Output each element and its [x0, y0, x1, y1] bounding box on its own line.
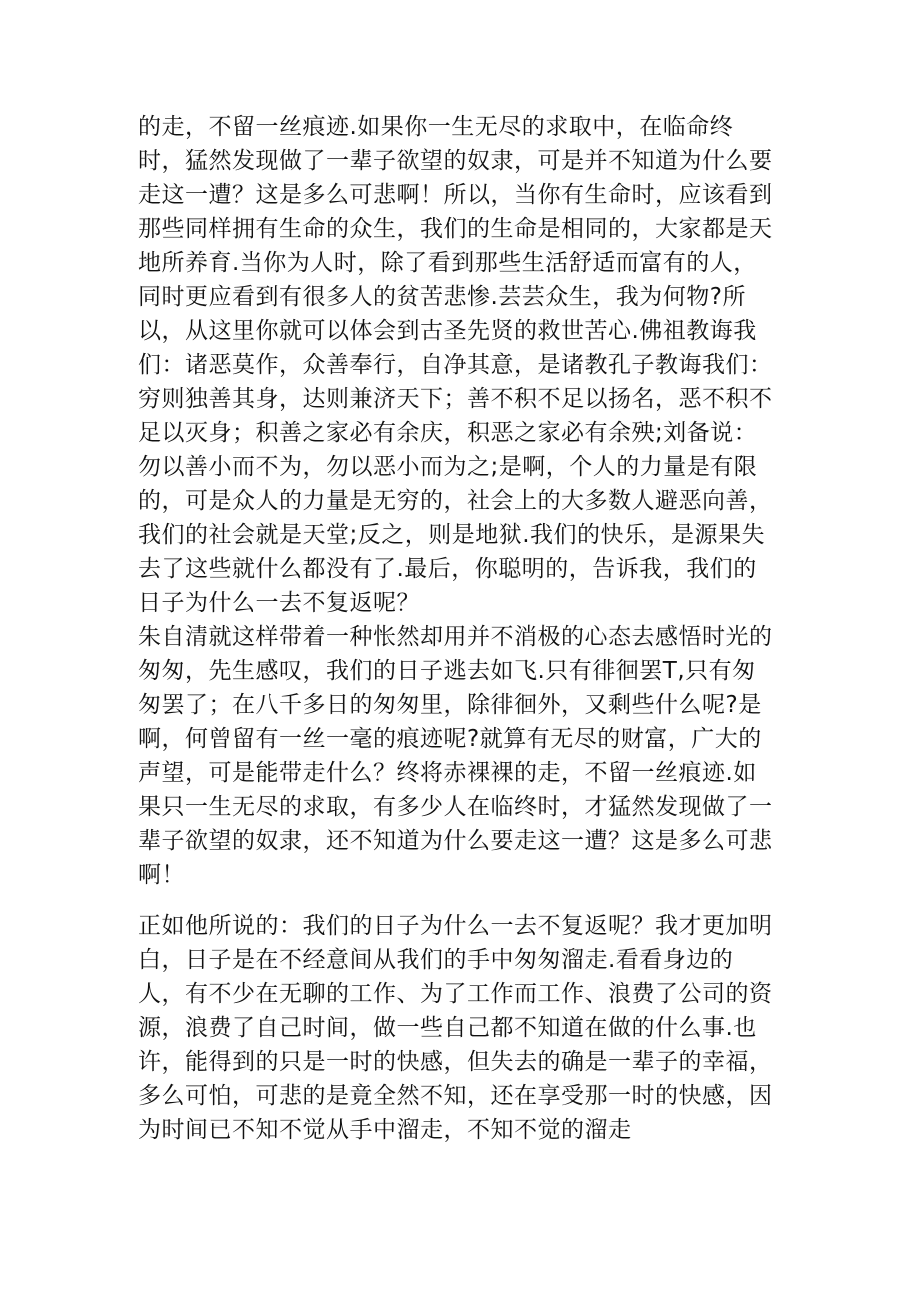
paragraph-line: 匆罢了；在八千多日的匆匆里，除徘徊外，又剩些什么呢?是 — [138, 692, 762, 718]
paragraph-line: 人，有不少在无聊的工作、为了工作而工作、浪费了公司的资 — [138, 981, 773, 1007]
paragraph-line: 啊！ — [138, 862, 185, 888]
paragraph-line: 白，日子是在不经意间从我们的手中匆匆溜走.看看身边的 — [138, 947, 734, 973]
paragraph-line: 的，可是众人的力量是无穷的，社会上的大多数人避恶向善， — [138, 488, 773, 514]
paragraph-line: 朱自清就这样带着一种怅然却用并不消极的心态去感悟时光的 — [138, 624, 773, 650]
paragraph-1 — [138, 110, 778, 620]
paragraph-line: 穷则独善其身，达则兼济天下；善不积不足以扬名，恶不积不 — [138, 386, 773, 412]
paragraph-line: 勿以善小而不为，勿以恶小而为之;是啊，个人的力量是有限 — [138, 454, 758, 480]
paragraph-line: 声望，可是能带走什么？终将赤裸裸的走，不留一丝痕迹.如 — [138, 760, 757, 786]
paragraph-line: 多么可怕，可悲的是竟全然不知，还在享受那一时的快感，因 — [138, 1083, 773, 1109]
paragraph-line: 足以灭身；积善之家必有余庆，积恶之家必有余殃;刘备说： — [138, 420, 758, 446]
paragraph-line: 地所养育.当你为人时，除了看到那些生活舒适而富有的人， — [138, 250, 757, 276]
paragraph-line: 源，浪费了自己时间，做一些自己都不知道在做的什么事.也 — [138, 1015, 757, 1041]
paragraph-line: 啊，何曾留有一丝一毫的痕迹呢?就算有无尽的财富，广大的 — [138, 726, 762, 752]
paragraph-line: 辈子欲望的奴隶，还不知道为什么要走这一遭？这是多么可悲 — [138, 828, 773, 854]
paragraph-3 — [138, 909, 778, 1147]
paragraph-line: 的走，不留一丝痕迹.如果你一生无尽的求取中，在临命终 — [138, 114, 734, 140]
paragraph-line: 为时间已不知不觉从手中溜走，不知不觉的溜走 — [138, 1117, 632, 1143]
paragraph-line: 们：诸恶莫作，众善奉行，自净其意，是诸教孔子教诲我们： — [138, 352, 773, 378]
paragraph-line: 正如他所说的：我们的日子为什么一去不复返呢？我才更加明 — [138, 913, 773, 939]
paragraph-line: 匆匆，先生感叹，我们的日子逃去如飞.只有徘徊罢T,只有匆 — [138, 658, 756, 684]
paragraph-2 — [138, 620, 778, 892]
paragraph-line: 许，能得到的只是一时的快感，但失去的确是一辈子的幸福， — [138, 1049, 773, 1075]
paragraph-line: 那些同样拥有生命的众生，我们的生命是相同的，大家都是天 — [138, 216, 773, 242]
paragraph-line: 日子为什么一去不复返呢？ — [138, 590, 420, 616]
paragraph-line: 同时更应看到有很多人的贫苦悲惨.芸芸众生，我为何物?所 — [138, 284, 747, 310]
paragraph-line: 时，猛然发现做了一辈子欲望的奴隶，可是并不知道为什么要 — [138, 148, 773, 174]
paragraph-line: 我们的社会就是天堂;反之，则是地狱.我们的快乐，是源果失 — [138, 522, 766, 548]
paragraph-line: 去了这些就什么都没有了.最后，你聪明的，告诉我，我们的 — [138, 556, 757, 582]
paragraph-line: 以，从这里你就可以体会到古圣先贤的救世苦心.佛祖教诲我 — [138, 318, 757, 344]
paragraph-line: 果只一生无尽的求取，有多少人在临终时，才猛然发现做了一 — [138, 794, 773, 820]
paragraph-line: 走这一遭？这是多么可悲啊！所以，当你有生命时，应该看到 — [138, 182, 773, 208]
